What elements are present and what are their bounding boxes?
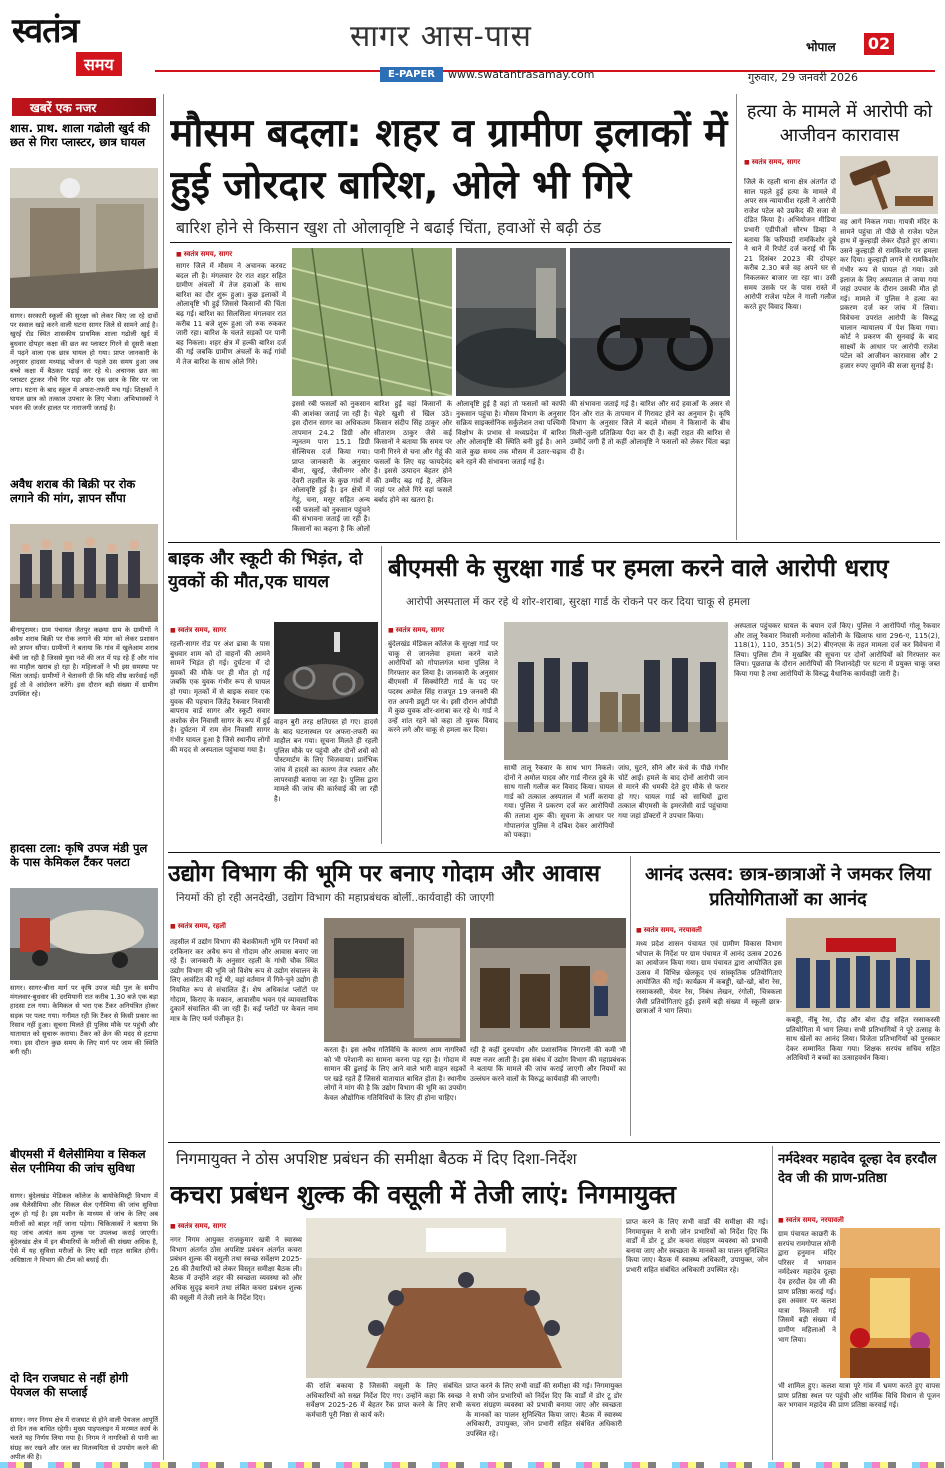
- photo-warehouse: [324, 918, 466, 1042]
- sidebar: [8, 94, 160, 1460]
- photo-accident: [274, 622, 378, 714]
- bike-byline: ■ स्वतंत्र समय, सागर: [170, 626, 270, 635]
- nigam-headline: कचरा प्रबंधन शुल्क की वसूली में तेजी लाएं: निगमायुक्त: [170, 1180, 677, 1209]
- udyog-byline: ■ स्वतंत्र समय, रहली: [170, 922, 318, 931]
- masthead: [0, 0, 945, 90]
- column-divider: [772, 1146, 773, 1460]
- murder-col2: वह आगे निकल गया। गायत्री मंदिर के सामने पहुंचा तो पीछे से राजेश पटेल हाथ में कुल्हाड़ी लेकर दौड़ते हुए आया। उसने कुल्हाड़ी से रामकिशोर पर हमला कर दिया। कुल्हाड़ी लगने से रामकिशोर गंभीर रूप से घायल हो गया। उसे इलाज के लिए अस्पताल ले जाया गया जहां उपचार के दौरान उसकी मौत हो गई। मामले में पुलिस ने हत्या का प्रकरण दर्ज कर जांच में लिया। विवेचना उपरांत आरोपी के विरुद्ध चालान न्यायालय में पेश किया गया। कोर्ट ने प्रकरण की सुनवाई के बाद साक्ष्यों के आधार पर आरोपी राजेश पटेल को आजीवन कारावास और 2 हजार रुपए जुर्माने की सजा सुनाई है।: [840, 218, 938, 370]
- column-divider: [381, 546, 382, 844]
- bmc-byline: ■ स्वतंत्र समय, सागर: [388, 626, 498, 635]
- udyog-headline: उद्योग विभाग की भूमि पर बनाए गोदाम और आवास: [168, 861, 600, 887]
- color-registration-bar: [0, 1462, 945, 1468]
- sidebar-body: सागर। बुंदेलखंड मेडिकल कॉलेज के बायोकेमिस्ट्री विभाग में अब थैलेसीमिया और सिकल सेल एनीमिया की जांच सुविधा शुरू हो गई है। इस मशीन के माध्यम से जांच के लिए अब मरीजों को बाहर नहीं जाना पड़ेगा। चिकित्सकों ने बताया कि यह जांच अत्यंत कम शुल्क पर उपलब्ध कराई जाएगी। बुंदेलखंड क्षेत्र में इन बीमारियों के मरीजों की संख्या अधिक है, ऐसे में यह सुविधा मरीजों के लिए बड़ी राहत साबित होगी। अधिष्ठाता ने विभाग की टीम को बधाई दी।: [10, 1192, 158, 1265]
- photo-memorandum: [10, 524, 158, 622]
- bmc-headline: बीएमसी के सुरक्षा गार्ड पर हमला करने वाले आरोपी धराए: [388, 554, 889, 582]
- lead-col4: ओलावृष्टि हुई है वहां तो फसलों को काफी नुकसान पहुंचा है। मौसम विभाग के अनुसार सक्रिय साइक्लोनिक सर्कुलेशन तथा पश्चिमी विक्षोभ के प्रभाव से मध्यप्रदेश में बारिश और ओलावृष्टि की स्थिति बनी हुई है। आने वाले कुछ समय तक मौसम में उतार-चढ़ाव बने रहने की संभावना जताई गई है।: [456, 400, 566, 466]
- lead-col3: बारिश हुई वहां किसानों के चेहरे खुशी से खिल उठे। किसान संदीप सिंह ठाकुर और सीताराम ठाकुर जैसे कई किसानों ने बताया कि समय पर पानी गिरने से चना और गेहूं की फसलों के लिए यह फायदेमंद है। इससे उत्पादन बेहतर होने की उम्मीद बढ़ गई है, लेकिन जहां पर ओले गिरे वहां फसलें बर्बाद होने का खतरा है।: [374, 400, 452, 504]
- date-line: गुरुवार, 29 जनवरी 2026: [748, 71, 858, 84]
- photo-school-ceiling: [10, 168, 158, 308]
- nigam-col3-text: प्राप्त करने के लिए सभी वार्डों की समीक्षा की गई। निगमायुक्त ने सभी जोन प्रभारियों को निर्देश दिए कि वार्डों में डोर टू डोर कचरा संग्रहण व्यवस्था को प्रभावी बनाया जाए और स्वच्छता के मानकों का पालन सुनिश्चित किया जाए। बैठक में स्वास्थ्य अधिकारी, उपायुक्त, जोन प्रभारी सहित संबंधित अधिकारी उपस्थित रहे।: [626, 1218, 768, 1274]
- sidebar-body: सागर। नगर निगम क्षेत्र में राजघाट से होने वाली पेयजल आपूर्ति दो दिन तक बाधित रहेगी। मुख्य पाइपलाइन में मरम्मत कार्य के चलते यह निर्णय लिया गया है। निगम ने नागरिकों से पानी का संग्रह कर रखने और जल का मितव्ययिता से उपयोग करने की अपील की है।: [10, 1416, 158, 1460]
- bmc-col3: जांघ, घुटने, सीने और कंधे के पीछे गंभीर चोटें आईं। हमले के बाद दोनों आरोपी जान से मारने की धमकी देते हुए मौके से फरार हो गए। घायल गार्ड को साथियों द्वारा तत्काल बीएमसी के इमरजेंसी वार्ड पहुंचाया गया जहां डॉक्टरों ने उपचार किया।: [618, 764, 728, 820]
- murder-headline: हत्या के मामले में आरोपी को आजीवन कारावास: [746, 101, 933, 146]
- sidebar-divider: [163, 94, 164, 1460]
- photo-temple-ritual: [840, 1228, 940, 1378]
- lead-headline: मौसम बदला: शहर व ग्रामीण इलाकों में हुई जोरदार बारिश, ओले भी गिरे: [170, 111, 728, 208]
- lead-col2: इससे रबी फसलों को नुकसान की आशंका जताई जा रही है। इस दौरान सागर का अधिकतम तापमान 24.2 डिग्री और न्यूनतम पारा 15.1 डिग्री सेल्सियस दर्ज किया गया। प्राप्त जानकारी के अनुसार बीना, खुरई, जैसीनगर और देवरी तहसील के कुछ गांवों में ओलावृष्टि हुई है। इन क्षेत्रों में गेहूं, चना, मसूर सहित अन्य रबी फसलों को नुकसान पहुंचने की संभावना जताई जा रही है। किसानों का कहना है कि ओलों: [292, 400, 370, 532]
- sidebar-body: सागर। सरकारी स्कूलों की सुरक्षा को लेकर किए जा रहे दावों पर सवाल खड़े करने वाली घटना सागर जिले से सामने आई है। खुरई रोड स्थित शासकीय प्राथमिक शाला गढोली खुर्द में बुधवार दोपहर कक्षा की छत का प्लास्टर गिरने से दूसरी कक्षा में पढ़ने वाला एक छात्र घायल हो गया। प्राप्त जानकारी के अनुसार हादसा मध्याह्न भोजन से पहले उस समय हुआ जब बच्चे कक्षा में बैठकर पढ़ाई कर रहे थे। अचानक छत का प्लास्टर टूटकर नीचे गिर पड़ा और एक छात्र के सिर पर जा लगा। घटना के बाद स्कूल में अफरा-तफरी मच गई। शिक्षकों ने घायल छात्र को तत्काल उपचार के लिए भेजा। अभिभावकों ने भवन की जर्जर हालत पर नाराजगी जताई है।: [10, 312, 158, 413]
- bike-col1: रहली-सागर रोड पर अंश ढाबा के पास बुधवार शाम को दो वाहनों की आमने सामने भिड़ंत हो गई। दुर्घटना में दो युवकों की मौके पर ही मौत हो गई जबकि एक युवक गंभीर रूप से घायल हो गया। मृतकों में से बाइक सवार एक युवक की पहचान जितेंद्र रैकवार निवासी बापराव वार्ड सागर और स्कूटी सवार अशोक सेन निवासी सागर के रूप में हुई है। दुर्घटना में राम सेन निवासी सागर गंभीर घायल हुआ है जिसे स्थानीय लोगों की मदद से अस्पताल पहुंचाया गया है।: [170, 640, 270, 754]
- section-rule: [168, 542, 940, 543]
- photo-review-meeting: [306, 1218, 622, 1378]
- photo-gavel: [840, 156, 938, 214]
- lead-rule: [170, 242, 732, 243]
- sidebar-headline: हादसा टला: कृषि उपज मंडी पुल के पास केमिकल टैंकर पलटा: [10, 842, 148, 869]
- sidebar-headline: बीएमसी में थैलेसीमिया व सिकल सेल एनीमिया की जांच सुविधा: [10, 1148, 146, 1175]
- section-rule: [168, 1142, 940, 1143]
- bmc-subhead: आरोपी अस्पताल में कर रहे थे शोर-शराबा, सुरक्षा गार्ड के रोकने पर कर दिया चाकू से हमला: [406, 596, 750, 608]
- nigam-byline: ■ स्वतंत्र समय, सागर: [170, 1222, 302, 1231]
- sidebar-title: खबरें एक नजर: [30, 101, 97, 115]
- udyog-col3: रही है कहीं दुरुपयोग और प्रशासनिक निगरानी की कमी भी स्पष्ट नजर आती है। इस संबंध में उद्योग विभाग की महाप्रबंधक ने बताया कि मामले की जांच कराई जाएगी और नियमों का उल्लंघन करने वालों के विरुद्ध कार्यवाही की जाएगी।: [470, 1046, 626, 1083]
- sidebar-body: बीनापुरामर। ग्राम पंचायत जैतपुर कछया ग्राम के ग्रामीणों ने अवैध शराब बिक्री पर रोक लगाने की मांग को लेकर प्रशासन को ज्ञापन सौंपा। ग्रामीणों ने बताया कि गांव में खुलेआम शराब बेची जा रही है जिससे युवा नशे की लत में पड़ रहे हैं और गांव का माहौल खराब हो रहा है। महिलाओं ने भी इस समस्या पर चिंता जताई। ग्रामीणों ने चेतावनी दी कि यदि शीघ्र कार्रवाई नहीं हुई तो वे आंदोलन करेंगे। इस दौरान बड़ी संख्या में ग्रामीण उपस्थित रहे।: [10, 626, 158, 699]
- nigam-col3-top: [626, 1218, 768, 1460]
- lead-col1: सागर जिले में मौसम ने अचानक करवट बदल ली है। मंगलवार देर रात शहर सहित ग्रामीण अंचलों में तेज हवाओं के साथ बारिश का दौर शुरू हुआ। कुछ इलाकों में ओलावृष्टि भी हुई जिससे किसानों की चिंता बढ़ गई। बारिश का सिलसिला मंगलवार रात करीब 11 बजे शुरू हुआ जो रुक रुककर जारी रहा। बारिश के चलते सड़कों पर पानी बह निकला। शहर क्षेत्र में हल्की बारिश दर्ज की गई जबकि ग्रामीण अंचलों के कई गांवों में तेज बारिश के साथ ओले गिरे।: [176, 262, 286, 366]
- lead-col5: की संभावना जताई गई है। बारिश और सर्द हवाओं के असर से दिन और रात के तापमान में गिरावट होने का अनुमान है। कृषि विभाग के अनुसार जिले में बदले मौसम ने किसानों के बीच मिली-जुली प्रतिक्रिया पैदा कर दी है। कहीं राहत की बारिश से उम्मीदें जगी हैं तो कहीं ओलावृष्टि ने फसलों को लेकर चिंता बढ़ा दी है।: [570, 400, 730, 456]
- sidebar-headline: शास. प्राथ. शाला गढोली खुर्द की छत से गिरा प्लास्टर, छात्र घायल: [10, 122, 150, 149]
- photo-godown: [470, 918, 626, 1042]
- sidebar-body: सागर। सागर-बीना मार्ग पर कृषि उपज मंडी पुल के समीप मंगलवार-बुधवार की दरमियानी रात करीब 1.30 बजे एक बड़ा हादसा टल गया। केमिकल से भरा एक टैंकर अनियंत्रित होकर सड़क पर पलट गया। गनीमत रही कि टैंकर से किसी प्रकार का रिसाव नहीं हुआ। सूचना मिलते ही पुलिस मौके पर पहुंची और यातायात को सुचारू कराया। टैंकर को क्रेन की मदद से हटाया गया। इस दौरान कुछ समय के लिए मार्ग पर जाम की स्थिति बनी रही।: [10, 984, 158, 1057]
- lead-byline: ■ स्वतंत्र समय, सागर: [176, 250, 286, 259]
- narmadeshwar-col1: ग्राम पंचायत काछरी के सरपंच रामगोपाल सोनी द्वारा हनुमान मंदिर परिसर में भगवान नर्मदेश्वर महादेव दूल्हा देव हरदौल देव जी की प्राण प्रतिष्ठा कराई गई। इस अवसर पर कलश यात्रा निकाली गई जिसमें बड़ी संख्या में ग्रामीण महिलाओं ने भाग लिया।: [778, 1230, 836, 1344]
- city-label: भोपाल: [806, 40, 836, 54]
- photo-students: [786, 918, 940, 1012]
- logo: [6, 6, 156, 88]
- nigam-col2: की राशि बकाया है जिसकी वसूली के लिए संबंधित अधिकारियों को सख्त निर्देश दिए गए। उन्होंने कहा कि स्वच्छ सर्वेक्षण 2025-26 में बेहतर रैंक प्राप्त करने के लिए सभी कर्मचारी पूरी निष्ठा से कार्य करें।: [306, 1382, 462, 1419]
- website-link[interactable]: www.swatantrasamay.com: [448, 68, 595, 81]
- udyog-subhead: नियमों की हो रही अनदेखी, उद्योग विभाग की महाप्रबंधक बोलीं..कार्यवाही की जाएगी: [176, 892, 495, 904]
- section-title: सागर आस-पास: [350, 19, 532, 54]
- udyog-col2: करता है। इस अवैध गतिविधि के कारण आम नागरिकों को भी परेशानी का सामना करना पड़ रहा है। गोदाम में सामान की ढुलाई के लिए आने वाले भारी वाहन सड़कों पर खड़े रहते हैं जिससे यातायात बाधित होता है। स्थानीय लोगों ने मांग की है कि उद्योग विभाग की भूमि का उपयोग केवल औद्योगिक गतिविधियों के लिए ही होना चाहिए।: [324, 1046, 466, 1102]
- bike-col2: वाहन बुरी तरह क्षतिग्रस्त हो गए। हादसे के बाद घटनास्थल पर अफरा-तफरी का माहौल बन गया। सूचना मिलते ही रहली पुलिस मौके पर पहुंची और दोनों शवों को पोस्टमार्टम के लिए भिजवाया। प्रारंभिक जांच में हादसे का कारण तेज रफ्तार और लापरवाही बताया जा रहा है। पुलिस द्वारा मामले की जांच की कार्रवाई की जा रही है।: [274, 718, 378, 803]
- anand-headline: आनंद उत्सव: छात्र-छात्राओं ने जमकर लिया प्रतियोगिताओं का आनंद: [645, 864, 931, 910]
- logo-top: स्वतंत्र: [12, 11, 79, 51]
- udyog-col1: तहसील में उद्योग विभाग की बेशकीमती भूमि पर नियमों को दरकिनार कर अवैध रूप से गोदाम और आवास बनाए जा रहे हैं। जानकारी के अनुसार रहली के गांधी चौक स्थित उद्योग विभाग की भूमि जो विशेष रूप से उद्योग संचालन के लिए आवंटित की गई थी, वहां वर्तमान में गिने-चुने उद्योग ही नियमित रूप से संचालित हैं। शेष अधिकांश प्लॉटों पर गोदाम, किराए के मकान, आवासीय भवन एवं व्यावसायिक दुकानें संचालित की जा रही हैं। कई प्लॉटों पर केवल नाम मात्र के लिए फर्म पंजीकृत है।: [170, 938, 318, 1023]
- page-number: 02: [864, 33, 894, 55]
- anand-col2: कबड्डी, नींबू रेस, दौड़ और बोरा दौड़ सहित रस्साकस्सी प्रतियोगिता में भाग लिया। सभी प्रतिभागियों ने पूरे उत्साह के साथ खेलों का आनंद लिया। विजेता प्रतिभागियों को पुरस्कार देकर सम्मानित किया गया। शिक्षक सरपंच सचिव सहित अतिथियों ने बच्चों का उत्साहवर्धन किया।: [786, 1016, 940, 1063]
- murder-col1: जिले के रहली थाना क्षेत्र अंतर्गत दो साल पहले हुई हत्या के मामले में अपर सत्र न्यायाधीश रहली ने आरोपी राजेश पटेल को उम्रकैद की सजा से दंडित किया है। अभियोजन मीडिया प्रभारी एडीपीओ सौरभ डिम्हा ने बताया कि फरियादी रामकिशोर दुबे ने थाने में रिपोर्ट दर्ज कराई थी कि 21 दिसंबर 2023 की दोपहर करीब 2.30 बजे वह अपने घर से निकलकर बाजार जा रहा था। उसी समय उसके पर के पास रास्ते में आरोपी राजेश पटेल ने गाली गलौज करते हुए विवाद किया।: [744, 178, 836, 311]
- bike-headline: बाइक और स्कूटी की भिड़ंत, दो युवकों की मौत,एक घायल: [168, 549, 363, 592]
- logo-bottom: समय: [76, 52, 122, 76]
- lead-subhead: बारिश होने से किसान खुश तो ओलावृष्टि ने बढाई चिंता, हवाओं से बढ़ी ठंड: [176, 218, 602, 237]
- photo-crop-damage: [292, 248, 452, 396]
- narmadeshwar-byline: ■ स्वतंत्र समय, नरयावली: [778, 1216, 940, 1225]
- bmc-col4: अस्पताल पहुंचकर घायल के बयान दर्ज किए। पुलिस ने आरोपियों गोलू रैकवार और तालू रैकवार निवासी मनोरमा कॉलोनी के खिलाफ धारा 296-ए, 115(2), 118(1), 110, 351(5) 3(2) बीएनएस के तहत मामला दर्ज कर विवेचना में लिया। पुलिस टीम ने मुखबिर की सूचना पर दोनों आरोपियों को गिरफ्तार कर लिया। पूछताछ के दौरान आरोपियों की निशानदेही पर घटना में प्रयुक्त चाकू जब्त किया गया है तथा आरोपियों के विरुद्ध वैधानिक कार्यवाही जारी है।: [734, 622, 940, 678]
- sidebar-headline: अवैध शराब की बिक्री पर रोक लगाने की मांग, ज्ञापन सौंपा: [10, 478, 136, 505]
- nigam-col3: प्राप्त करने के लिए सभी वार्डों की समीक्षा की गई। निगमायुक्त ने सभी जोन प्रभारियों को निर्देश दिए कि वार्डों में डोर टू डोर कचरा संग्रहण व्यवस्था को प्रभावी बनाया जाए और स्वच्छता के मानकों का पालन सुनिश्चित किया जाए। बैठक में स्वास्थ्य अधिकारी, उपायुक्त, जोन प्रभारी सहित संबंधित अधिकारी उपस्थित रहे।: [466, 1382, 622, 1438]
- epaper-label: E-PAPER: [380, 67, 443, 82]
- bmc-col2: साथी तालू रैकवार के साथ भाग निकले। दोनों ने अमोल यादव और गार्ड नीरज दुबे के साथ गाली गलौज कर विवाद किया। घायल गार्ड को तत्काल अस्पताल में भर्ती कराया गया। पुलिस ने प्रकरण दर्ज कर आरोपियों की तलाश शुरू की। सूचना के आधार पर गोपालगंज पुलिस ने दबिश देकर आरोपियों को पकड़ा।: [504, 764, 614, 840]
- narmadeshwar-headline: नर्मदेश्वर महादेव दूल्हा देव हरदौल देव जी की प्राण-प्रतिष्ठा: [778, 1152, 937, 1186]
- sidebar-headline: दो दिन राजघाट से नहीं होगी पेयजल की सप्लाई: [10, 1372, 129, 1399]
- photo-waterlogged-road: [456, 248, 566, 396]
- murder-byline: ■ स्वतंत्र समय, सागर: [744, 158, 836, 167]
- narmadeshwar-col2: भी शामिल हुए। कलश यात्रा पूरे गांव में भ्रमण करते हुए वापस प्राण प्रतिष्ठा स्थल पर पहुंची और धार्मिक विधि विधान से पूजन कर भगवान महादेव की प्राण प्रतिष्ठा करवाई गई।: [778, 1382, 940, 1410]
- photo-bike-in-rain: [570, 248, 730, 396]
- anand-col1: मध्य प्रदेश शासन पंचायत एवं ग्रामीण विकास विभाग भोपाल के निर्देश पर ग्राम पंचायत में आनंद उत्सव 2026 का आयोजन किया गया। ग्राम पंचायत द्वारा आयोजित इस उत्सव में विभिन्न खेलकूद एवं सांस्कृतिक प्रतियोगिताएं आयोजित की गईं। कार्यक्रम में कबड्डी, खो-खो, बोरा रेस, रस्साकस्सी, चेयर रेस, निबंध लेखन, रंगोली, चित्रकला जैसी प्रतियोगिताएं हुईं। इसमें बड़ी संख्या में स्कूली छात्र-छात्राओं ने भाग लिया।: [636, 940, 782, 1016]
- column-divider: [630, 856, 631, 1136]
- photo-tanker: [10, 888, 158, 980]
- bmc-col1: बुंदेलखंड मेडिकल कॉलेज के सुरक्षा गार्ड पर चाकू से जानलेवा हमला करने वाले आरोपियों को गोपालगंज थाना पुलिस ने गिरफ्तार कर लिया है। जानकारी के अनुसार बीएमसी में सिक्योरिटी गार्ड के पद पर पदस्थ अमोल सिंह राजपूत 19 जनवरी की रात अपनी ड्यूटी पर थे। इसी दौरान ओपीडी में कुछ युवक शोर-शराबा कर रहे थे। गार्ड ने उन्हें शांत रहने को कहा तो युवक विवाद करने लगे और चाकू से हमला कर दिया।: [388, 640, 498, 735]
- column-divider: [736, 94, 737, 540]
- section-rule: [168, 852, 940, 853]
- nigam-kicker: निगमायुक्त ने ठोस अपशिष्ट प्रबंधन की समीक्षा बैठक में दिए दिशा-निर्देश: [176, 1150, 577, 1168]
- nigam-col1: नगर निगम आयुक्त राजकुमार खत्री ने स्वास्थ्य विभाग अंतर्गत ठोस अपशिष्ट प्रबंधन अंतर्गत कचरा प्रबंधन शुल्क की वसूली तथा स्वच्छ सर्वेक्षण 2025-26 की तैयारियों को लेकर विस्तृत समीक्षा बैठक ली। बैठक में उन्होंने शहर की स्वच्छता व्यवस्था को और अधिक सुदृढ़ बनाने तथा लंबित कचरा प्रबंधन शुल्क की वसूली में तेजी लाने के निर्देश दिए।: [170, 1236, 302, 1302]
- photo-police-accused: [504, 622, 728, 760]
- anand-byline: ■ स्वतंत्र समय, नरयावली: [636, 926, 782, 935]
